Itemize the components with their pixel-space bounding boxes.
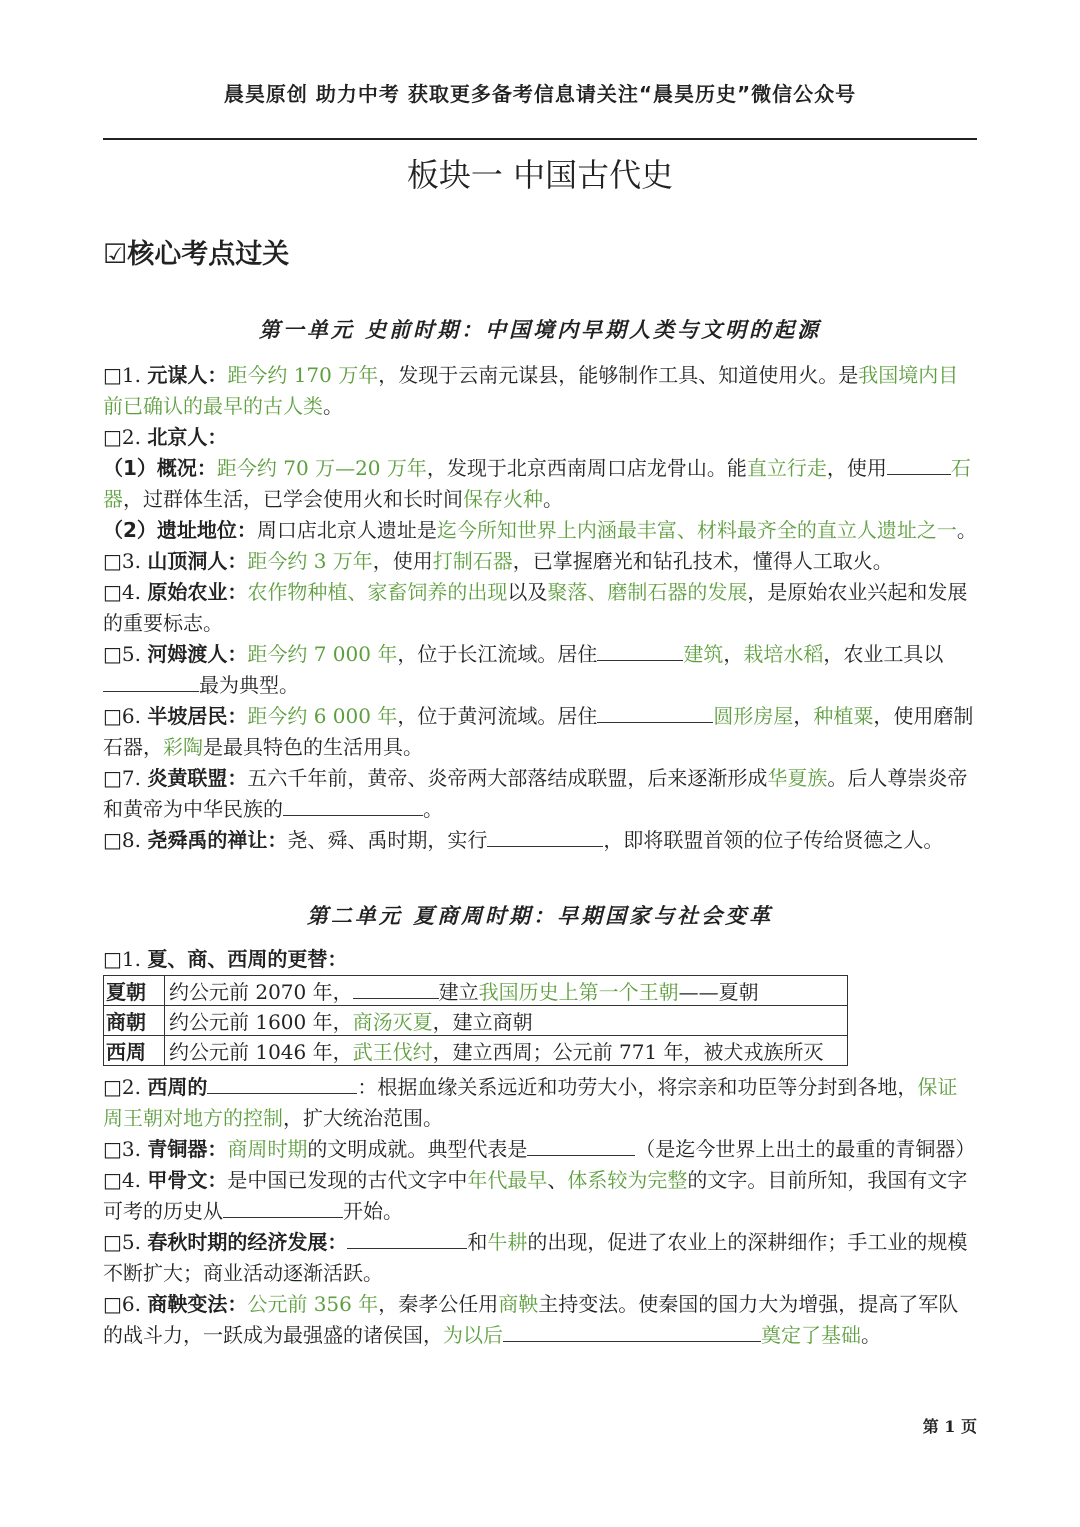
- dynasty-detail: 约公元前 1046 年，武王伐纣，建立西周；公元前 771 年，被犬戎族所灭: [165, 1036, 848, 1066]
- unit-2-title: 第二单元 夏商周时期：早期国家与社会变革: [306, 903, 774, 928]
- unit-2-heading-item: [103, 944, 977, 975]
- item-primitive-agriculture: □4. 原始农业：农作物种植、家畜饲养的出现以及聚落、磨制石器的发展，是原始农业兴起和发展的重要标志。: [103, 580, 968, 635]
- unit-1-title: 第一单元 史前时期：中国境内早期人类与文明的起源: [258, 317, 822, 342]
- fill-blank: [283, 795, 423, 816]
- item-oracle-bone: □4. 甲骨文：是中国已发现的古代文字中年代最早、体系较为完整的文字。目前所知，我国有文字可考的历史从 开始。: [103, 1168, 968, 1223]
- item-yuanmou: □1. 元谋人：距今约 170 万年，发现于云南元谋县，能够制作工具、知道使用火。是我国境内目前已确认的最早的古人类。: [103, 363, 959, 418]
- fill-blank: [487, 826, 603, 847]
- item-spring-autumn-economy: □5. 春秋时期的经济发展： 和牛耕的出现，促进了农业上的深耕细作；手工业的规模不断扩大；商业活动逐渐活跃。: [103, 1230, 968, 1285]
- item-abdication: □8. 尧舜禹的禅让：尧、舜、禹时期，实行 ，即将联盟首领的位子传给贤德之人。: [103, 828, 944, 852]
- item-peking-man-site: （2）遗址地位：周口店北京人遗址是迄今所知世界上内涵最丰富、材料最齐全的直立人遗址之一。: [103, 518, 977, 542]
- fill-blank: [527, 1135, 635, 1156]
- unit-2-items: [103, 1072, 977, 1351]
- item-bronze: □3. 青铜器：商周时期的文明成就。典型代表是 （是迄今世界上出土的最重的青铜器）: [103, 1137, 976, 1161]
- item-peking-man: □2. 北京人：: [103, 425, 228, 449]
- fill-blank: [103, 671, 199, 692]
- item-peking-man-overview: （1）概况：距今约 70 万—20 万年，发现于北京西南周口店龙骨山。能直立行走，使用 石器，过群体生活，已学会使用火和长时间保存火种。: [103, 456, 971, 511]
- section-heading: ☑核心考点过关: [103, 239, 290, 270]
- dynasty-detail: 约公元前 2070 年， 建立我国历史上第一个王朝——夏朝: [165, 976, 848, 1006]
- fill-blank: [597, 640, 683, 661]
- table-row: [104, 1036, 848, 1066]
- fill-blank: [887, 454, 951, 475]
- fill-blank: [223, 1197, 343, 1218]
- header-rule: [103, 138, 977, 140]
- dynasty-name: 西周: [104, 1036, 165, 1066]
- item-dynasties: □1. 夏、商、西周的更替：: [103, 947, 348, 971]
- item-shang-yang-reform: □6. 商鞅变法：公元前 356 年，秦孝公任用商鞅主持变法。使秦国的国力大为增强，提高了军队的战斗力，一跃成为最强盛的诸侯国，为以后 奠定了基础。: [103, 1292, 959, 1347]
- table-row: [104, 976, 848, 1006]
- fill-blank: [503, 1321, 761, 1342]
- page-number: 第 1 页: [922, 1417, 977, 1436]
- item-upper-cave: □3. 山顶洞人：距今约 3 万年，使用打制石器，已掌握磨光和钻孔技术，懂得人工取火。: [103, 549, 893, 573]
- fill-blank: [597, 702, 713, 723]
- item-banpo: □6. 半坡居民：距今约 6 000 年，位于黄河流域。居住 圆形房屋，种植粟，使用磨制石器，彩陶是最具特色的生活用具。: [103, 704, 974, 759]
- dynasty-table: [103, 975, 848, 1066]
- fill-blank: [347, 1228, 467, 1249]
- item-yanhuang: □7. 炎黄联盟：五六千年前，黄帝、炎帝两大部落结成联盟，后来逐渐形成华夏族。后人尊崇炎帝和黄帝为中华民族的 。: [103, 766, 968, 821]
- unit-1-items: [103, 360, 977, 856]
- header-note: 晨昊原创 助力中考 获取更多备考信息请关注“晨昊历史”微信公众号: [223, 82, 857, 106]
- item-hemudu: □5. 河姆渡人：距今约 7 000 年，位于长江流域。居住 建筑，栽培水稻，农业工具以最为典型。: [103, 642, 944, 697]
- dynasty-name: 商朝: [104, 1006, 165, 1036]
- page-title: 板块一 中国古代史: [406, 156, 674, 194]
- dynasty-name: 夏朝: [104, 976, 165, 1006]
- item-western-zhou: □2. 西周的 ：根据血缘关系远近和功劳大小，将宗亲和功臣等分封到各地，保证周王朝对地方的控制，扩大统治范围。: [103, 1075, 958, 1130]
- fill-blank: [207, 1073, 357, 1094]
- dynasty-detail: 约公元前 1600 年，商汤灭夏，建立商朝: [165, 1006, 848, 1036]
- fill-blank: [353, 978, 439, 999]
- table-row: [104, 1006, 848, 1036]
